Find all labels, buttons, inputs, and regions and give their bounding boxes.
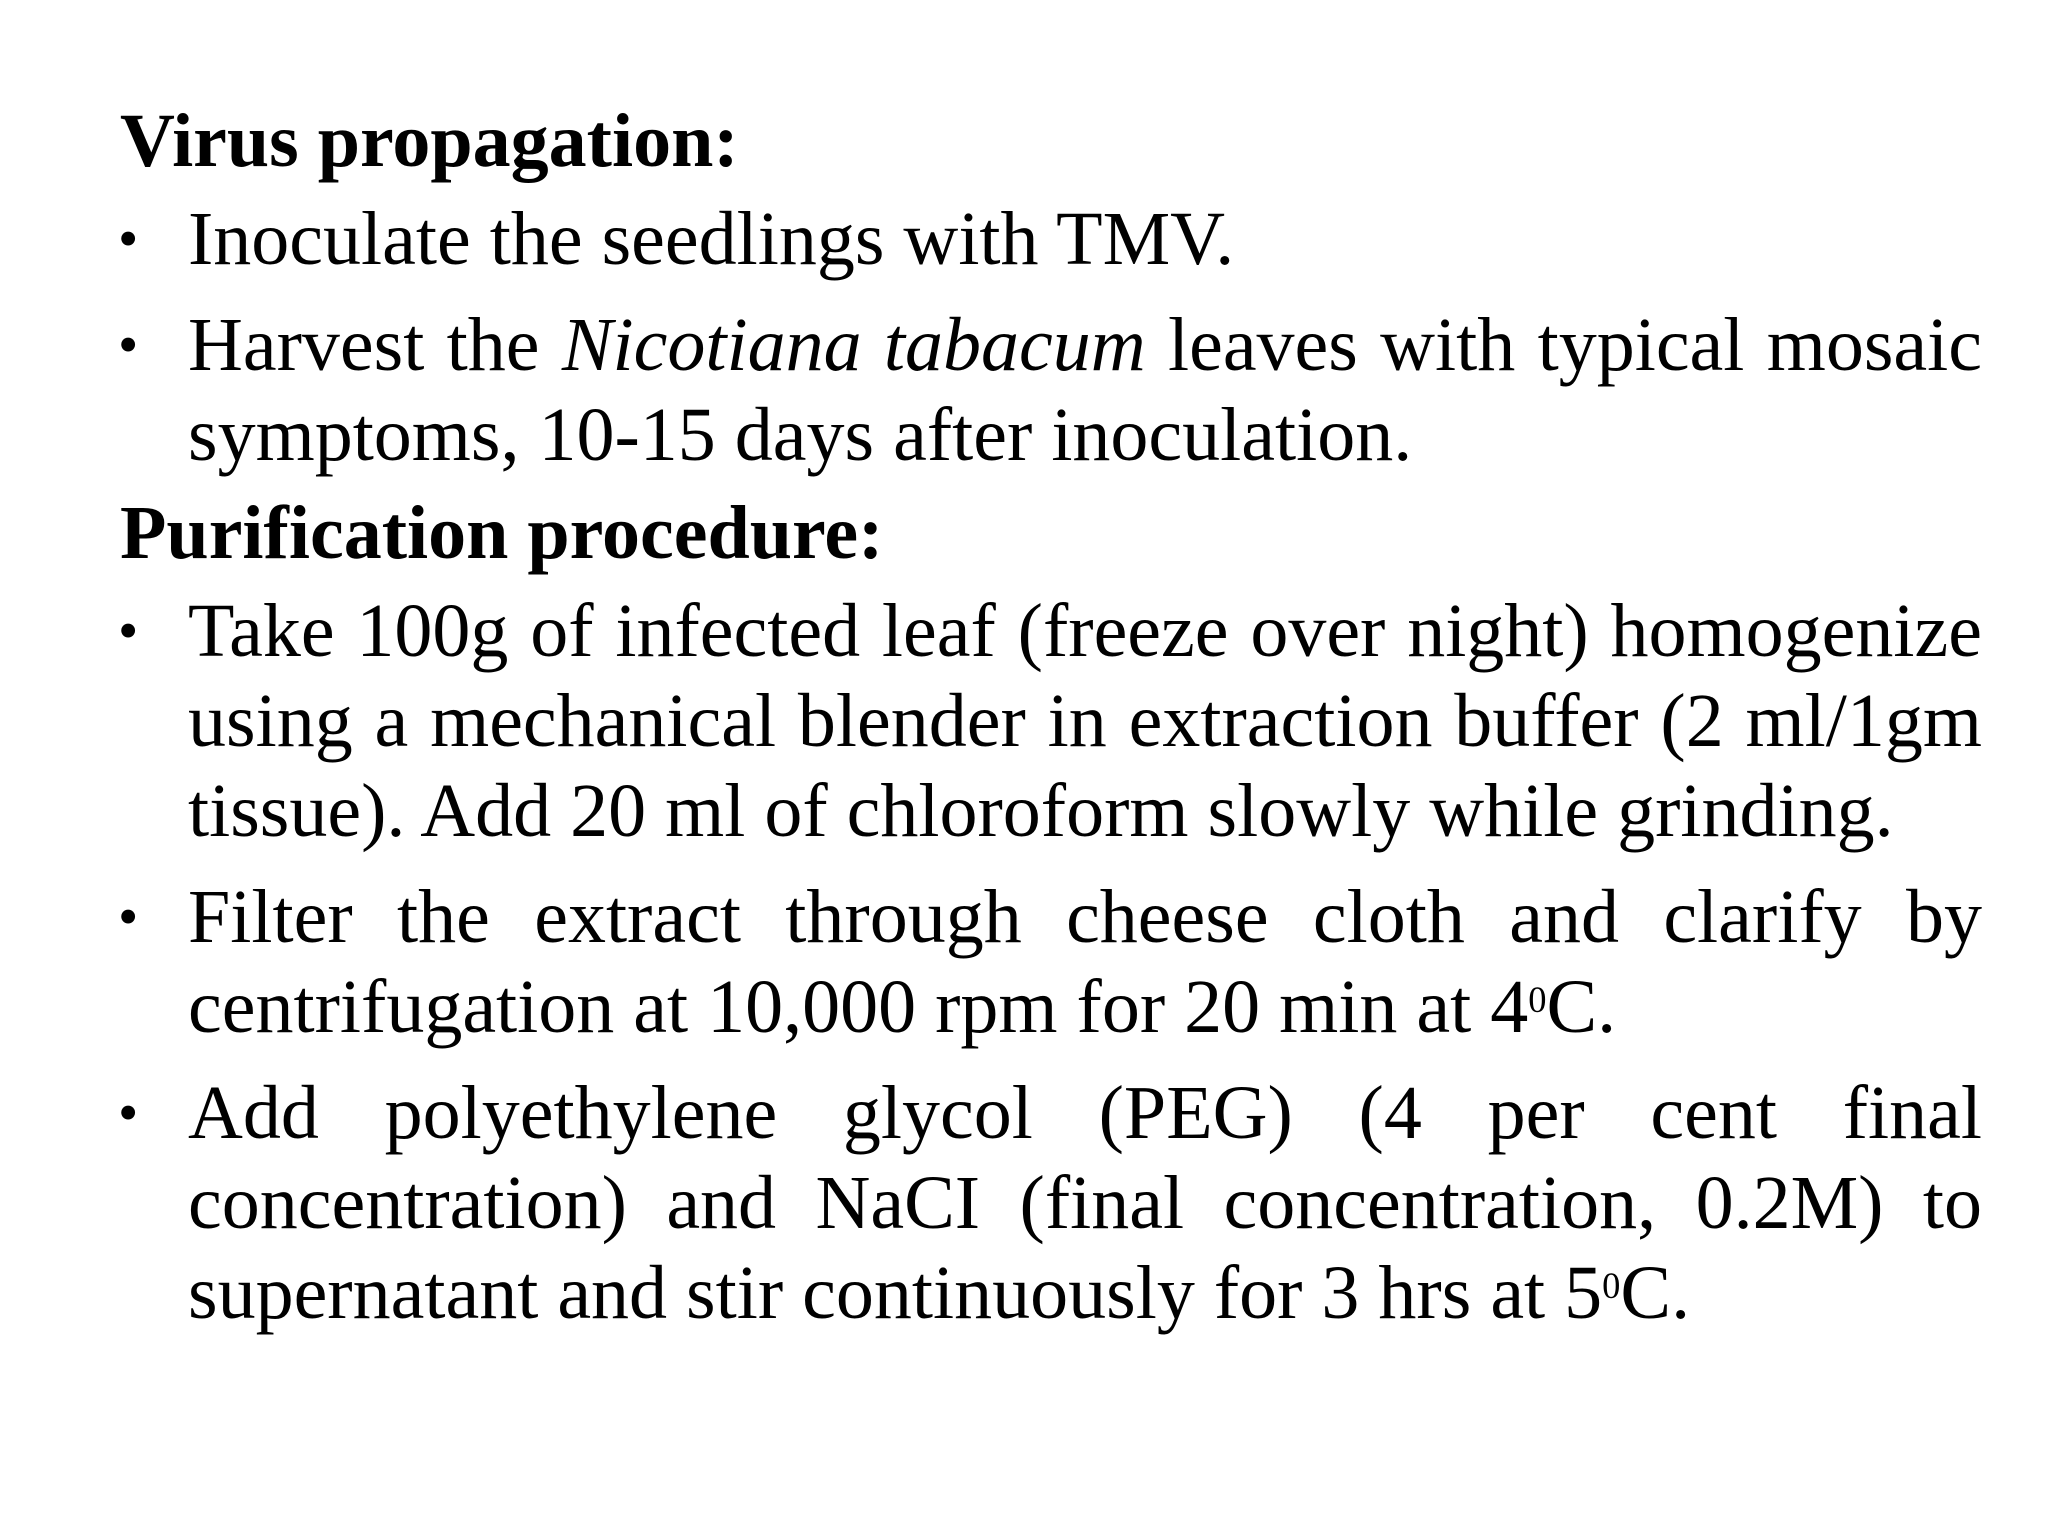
list-item: [120, 300, 1982, 480]
bullet-icon: •: [118, 1080, 139, 1145]
degree-superscript: 0: [1528, 978, 1547, 1020]
list-item: [120, 194, 1982, 284]
bullet-text-post: leaves with typical mosaic symptoms, 10-15 days after inoculation.: [188, 303, 1982, 477]
heading-virus-propagation: Virus propagation:: [120, 99, 739, 183]
bullet-icon: •: [118, 312, 139, 377]
list-item: [120, 586, 1982, 856]
bullet-icon: •: [118, 884, 139, 949]
list-item: [120, 1068, 1982, 1338]
species-name: Nicotiana tabacum: [561, 303, 1146, 387]
heading-purification-procedure: Purification procedure:: [120, 491, 884, 575]
bullet-text: Inoculate the seedlings with TMV.: [188, 197, 1235, 281]
degree-superscript: 0: [1602, 1264, 1621, 1306]
virus-propagation-list: [120, 194, 1982, 480]
bullet-icon: •: [118, 598, 139, 663]
list-item: [120, 872, 1982, 1052]
bullet-text-post: C.: [1620, 1251, 1691, 1335]
purification-procedure-list: [120, 586, 1982, 1338]
slide-content: [120, 96, 1982, 1338]
bullet-text-post: C.: [1546, 965, 1617, 1049]
bullet-text-pre: Add polyethylene glycol (PEG) (4 per cent final concentration) and NaCI (final concentration, 0.2M) to supernatant and stir continuously for 3 hrs at 5: [188, 1071, 1982, 1335]
bullet-text-pre: Filter the extract through cheese cloth and clarify by centrifugation at 10,000 rpm for 20 min at 4: [188, 875, 1982, 1049]
bullet-icon: •: [118, 206, 139, 271]
bullet-text: Take 100g of infected leaf (freeze over night) homogenize using a mechanical blender in extraction buffer (2 ml/1gm tissue). Add 20 ml of chloroform slowly while grinding.: [188, 589, 1982, 853]
bullet-text-pre: Harvest the: [188, 303, 562, 387]
